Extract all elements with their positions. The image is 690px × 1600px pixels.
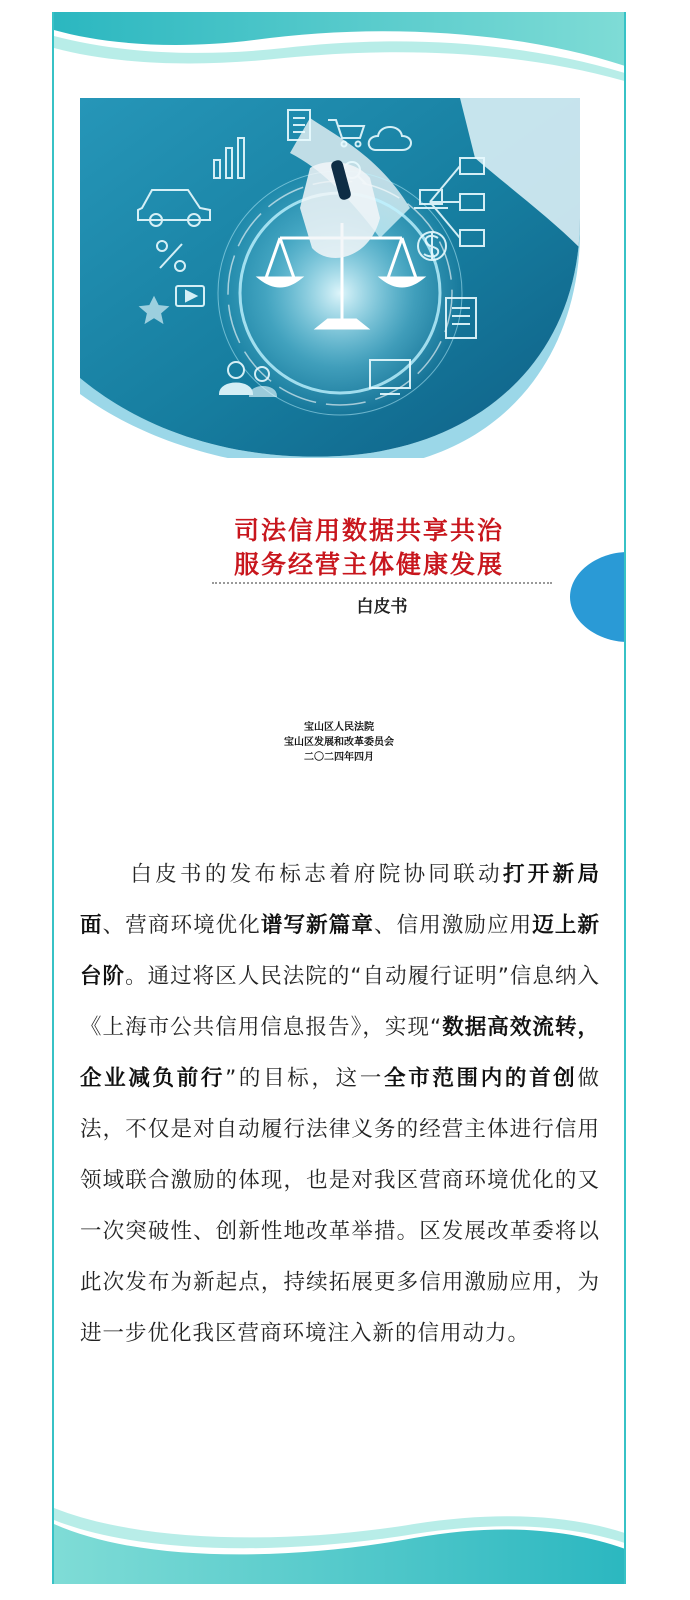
bold-segment: 数据高效流转，企业减负前行 (80, 1015, 600, 1091)
cover-subtitle: 白皮书 (356, 597, 408, 617)
poster-frame (52, 12, 626, 1584)
text-segment: 、营商环境优化 (102, 913, 261, 938)
hero-illustration (80, 98, 580, 458)
text-segment: 。通过将区人民法院的“自动履行证明”信息纳入《上海市公共信用信息报告》，实现“ (80, 964, 600, 1040)
title-divider (212, 582, 552, 584)
bottom-wave-decoration (54, 1494, 626, 1584)
whitepaper-cover (54, 12, 626, 812)
article-paragraph (80, 849, 600, 1359)
bold-segment: 全市范围内的首创 (384, 1066, 578, 1091)
bold-segment: 迈上新台阶 (80, 913, 600, 989)
text-segment: 白皮书的发布标志着府院协同联动 (128, 862, 503, 887)
text-segment: 、信用激励应用 (373, 913, 533, 938)
issuer-commission: 宝山区发展和改革委员会 (284, 737, 394, 748)
cover-title-line-1: 司法信用数据共享共治 (233, 516, 504, 545)
bold-segment: 谱写新篇章 (260, 913, 374, 938)
cover-title-line-2: 服务经营主体健康发展 (233, 550, 504, 579)
bold-segment: 打开新局面 (80, 862, 600, 938)
text-segment: ”的目标，这一 (225, 1066, 385, 1091)
text-segment: 做法，不仅是对自动履行法律义务的经营主体进行信用领域联合激励的体现，也是对我区营商环境优化的又一次突破性、创新性地改革举措。区发展改革委将以此次发布为新起点，持续拓展更多信用激励应用，为进一步优化我区营商环境注入新的信用动力。 (80, 1066, 600, 1346)
issuer-court: 宝山区人民法院 (304, 722, 374, 733)
issue-date: 二〇二四年四月 (304, 752, 374, 763)
blue-half-circle-decoration (558, 552, 626, 642)
